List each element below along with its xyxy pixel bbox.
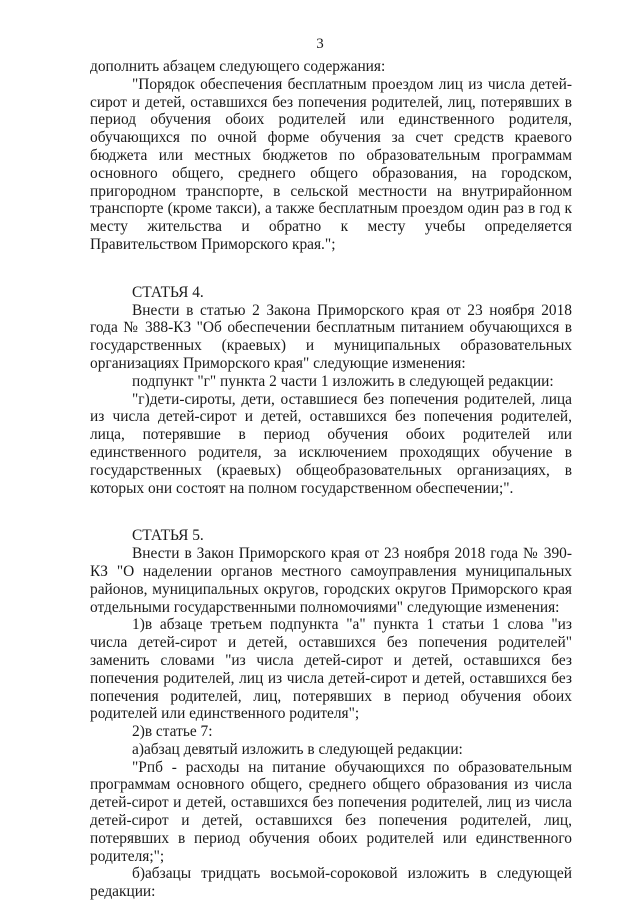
paragraph: Внести в статью 2 Закона Приморского края от 23 ноября 2018 года № 388-КЗ "Об обеспечении бесплатным питанием обучающихся в государственных (краевых) и муниципальных образовательных организациях Приморского края" следующие изменения: [90, 301, 572, 372]
paragraph-quote: "г)дети-сироты, дети, оставшиеся без попечения родителей, лица из числа детей-сирот и детей, оставшихся без попечения родителей, лица, потерявшие в период обучения обоих родителей или единственного родителя, за исключением проходящих обучение в государственных (краевых) общеобразовательных организациях, в которых они состоят на полном государственном обеспечении;". [90, 390, 572, 497]
paragraph: а)абзац девятый изложить в следующей редакции: [132, 740, 463, 758]
spacer [90, 254, 572, 284]
spacer [90, 497, 572, 527]
paragraph: дополнить абзацем следующего содержания: [90, 58, 386, 75]
document-body [90, 58, 572, 901]
article-heading-4: СТАТЬЯ 4. [132, 283, 204, 301]
article-heading-5: СТАТЬЯ 5. [132, 527, 204, 545]
paragraph: б)абзацы тридцать восьмой-сороковой изложить в следующей редакции: [90, 865, 572, 901]
paragraph: подпункт "г" пункта 2 части 1 изложить в следующей редакции: [132, 372, 554, 390]
page-number: 3 [316, 36, 324, 52]
paragraph-quote: "Рпб - расходы на питание обучающихся по образовательным программам основного общего, среднего общего образования из числа детей-сирот и детей, оставшихся без попечения родителей, лиц из числа детей-сирот и детей, оставшихся без попечения родителей, лиц, потерявших в период обучения обоих родителей или единственного родителя;"; [90, 758, 572, 865]
paragraph-quote: "Порядок обеспечения бесплатным проездом лиц из числа детей-сирот и детей, оставшихся без попечения родителей, лиц, потерявших в период обучения обоих родителей или единственного родителя, обучающихся по очной форме обучения за счет средств краевого бюджета или местных бюджетов по образовательным программам основного общего, среднего общего образования, на городском, пригородном транспорте, в сельской местности на внутрирайонном транспорте (кроме такси), а также бесплатным проездом один раз в год к месту жительства и обратно к месту учебы определяется Правительством Приморского края."; [90, 75, 572, 253]
paragraph: Внести в Закон Приморского края от 23 ноября 2018 года № 390-КЗ "О наделении органов местного самоуправления муниципальных районов, муниципальных округов, городских округов Приморского края отдельными государственными полномочиями" следующие изменения: [90, 545, 572, 616]
paragraph: 2)в статье 7: [132, 723, 213, 741]
paragraph: 1)в абзаце третьем подпункта "а" пункта 1 статьи 1 слова "из числа детей-сирот и детей, оставшихся без попечения родителей" заменить словами "из числа детей-сирот и детей, оставшихся без попечения родителей, лиц из числа детей-сирот и детей, оставшихся без попечения родителей, лиц, потерявших в период обучения обоих родителей или единственного родителя"; [90, 616, 572, 723]
